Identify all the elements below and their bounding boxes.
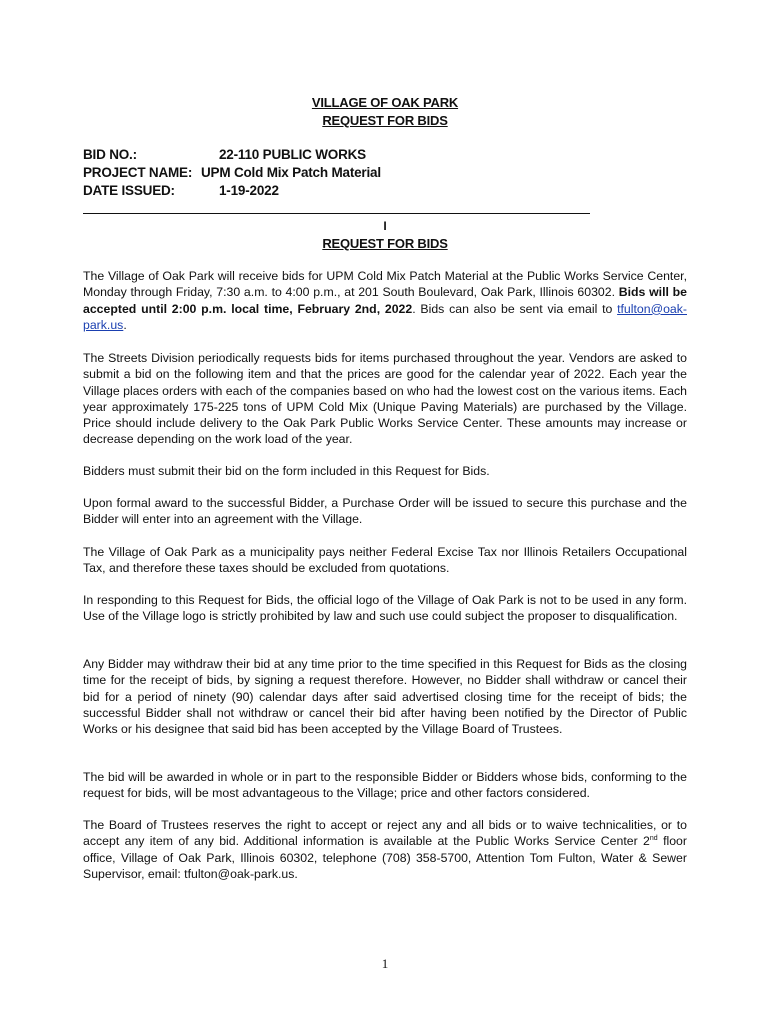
paragraph-text: The Board of Trustees reserves the right to accept or reject any and all bids or to waive technicalities, or to accept any item of any bid. Additional information is available at the Public Works Service Center 2 [83, 818, 687, 849]
paragraph-purchase-order: Upon formal award to the successful Bidder, a Purchase Order will be issued to secure this purchase and the Bidder will enter into an agreement with the Village. [83, 496, 687, 527]
project-name-row [83, 165, 381, 180]
project-name-value: UPM Cold Mix Patch Material [201, 165, 381, 180]
document-title: VILLAGE OF OAK PARK [311, 95, 459, 110]
date-issued-row [83, 183, 279, 198]
paragraph-bid-form: Bidders must submit their bid on the form included in this Request for Bids. [83, 464, 490, 478]
bid-number-value: 22-110 PUBLIC WORKS [219, 147, 366, 162]
bid-number-row [83, 147, 366, 162]
ordinal-suffix: nd [649, 835, 658, 843]
page-number: 1 [381, 956, 389, 971]
paragraph-board-rights [83, 817, 687, 882]
paragraph-text: . [123, 317, 127, 332]
paragraph-bid-submission [83, 268, 687, 333]
document-subtitle: REQUEST FOR BIDS [322, 113, 448, 128]
date-issued-label: DATE ISSUED: [83, 183, 175, 198]
date-issued-value: 1-19-2022 [219, 183, 279, 198]
paragraph-text: . Bids can also be sent via email to [412, 301, 618, 316]
project-name-label: PROJECT NAME: [83, 165, 193, 180]
deadline-text: Bids will be accepted until 2:00 p.m. local time, February 2nd, 2022 [83, 285, 687, 316]
paragraph-tax-exemption: The Village of Oak Park as a municipality pays neither Federal Excise Tax nor Illinois Retailers Occupational Tax, and therefore these taxes should be excluded from quotations. [83, 545, 687, 576]
bid-number-label: BID NO.: [83, 147, 137, 162]
section-marker: I [383, 219, 387, 233]
paragraph-streets-division: The Streets Division periodically requests bids for items purchased throughout the year. Vendors are asked to submit a bid on the following item and that the prices are good for the calendar year of 2022. Each year the Village places orders with each of the companies based on who had the lowest cost on the various items. Each year approximately 175-225 tons of UPM Cold Mix (Unique Paving Materials) are purchased by the Village. Price should include delivery to the Oak Park Public Works Service Center. These amounts may increase or decrease depending on the work load of the year. [83, 351, 687, 447]
email-link[interactable]: tfulton@oak-park.us [83, 301, 687, 332]
section-heading: REQUEST FOR BIDS [322, 236, 448, 251]
paragraph-award: The bid will be awarded in whole or in part to the responsible Bidder or Bidders whose bids, conforming to the request for bids, will be most advantageous to the Village; price and other factors considered. [83, 770, 687, 801]
paragraph-text: The Village of Oak Park will receive bids for UPM Cold Mix Patch Material at the Public Works Service Center, Monday through Friday, 7:30 a.m. to 4:00 p.m., at 201 South Boulevard, Oak Park, Illinois 60302. [83, 269, 687, 300]
paragraph-text: floor office, Village of Oak Park, Illinois 60302, telephone (708) 358-5700, Attention Tom Fulton, Water & Sewer Supervisor, email: tfulton@oak-park.us. [83, 834, 687, 881]
paragraph-withdrawal: Any Bidder may withdraw their bid at any time prior to the time specified in this Request for Bids as the closing time for the receipt of bids, by signing a request therefore. However, no Bidder shall withdraw or cancel their bid for a period of ninety (90) calendar days after said advertised closing time for the receipt of bids; the successful Bidder shall not withdraw or cancel their bid after having been notified by the Director of Public Works or his designee that said bid has been accepted by the Village Board of Trustees. [83, 657, 687, 737]
paragraph-logo-usage: In responding to this Request for Bids, the official logo of the Village of Oak Park is not to be used in any form. Use of the Village logo is strictly prohibited by law and such use could subject the proposer to disqualification. [83, 593, 687, 624]
horizontal-rule [83, 213, 590, 214]
